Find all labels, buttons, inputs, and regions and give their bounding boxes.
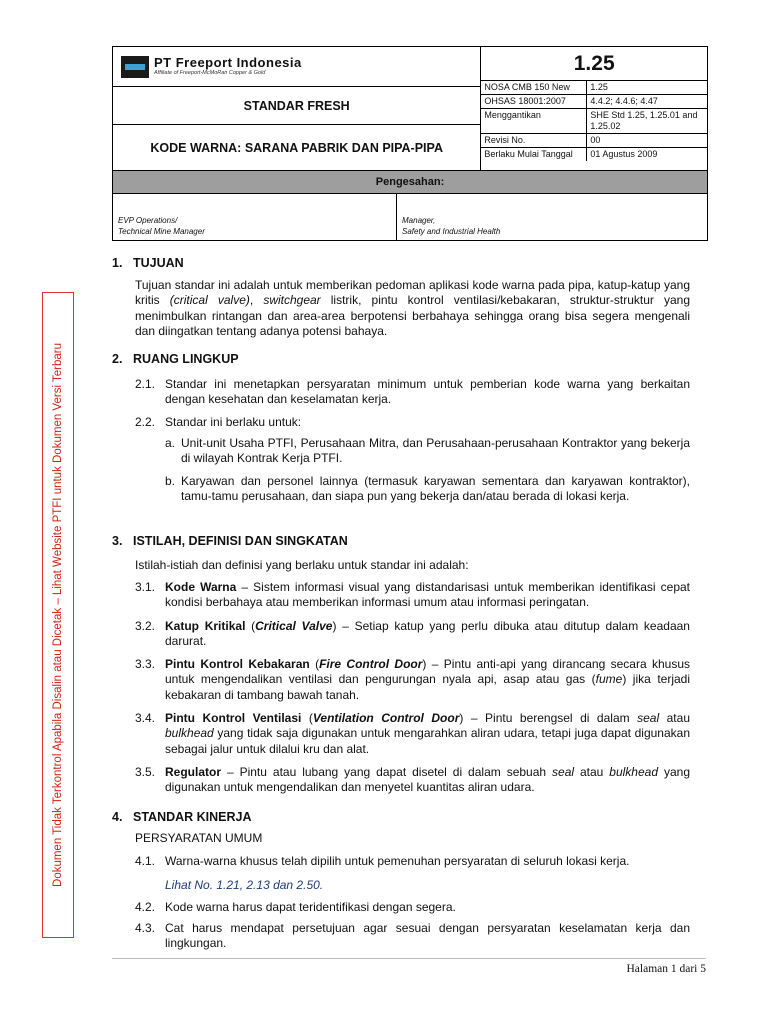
meta-table [481,81,707,161]
signature-row [113,194,707,240]
uncontrolled-document-note [42,292,74,938]
list-item: 4.3. Cat harus mendapat persetujuan agar sesuai dengan persyaratan keselamatan kerja dan lingkungan. [135,921,690,951]
document-header [112,46,708,241]
sub-list-item: b. Karyawan dan personel lainnya (termasuk karyawan sementara dan karyawan kontraktor), tamu-tamu perusahaan, dan siapa pun yang bekerja dan/atau berada di lokasi kerja. [165,474,690,504]
paragraph: Istilah-istiah dan definisi yang berlaku untuk standar ini adalah: [135,558,469,572]
section-heading: 4. STANDAR KINERJA [112,810,252,824]
list-item: 4.1. Warna-warna khusus telah dipilih untuk pemenuhan persyaratan di seluruh lokasi kerja. [135,854,630,868]
definition-item: 3.1. Kode Warna – Sistem informasi visual yang distandarisasi untuk memberikan identifikasi cepat kondisi berbahaya atau memberikan informasi umum atau informasi peringatan. [135,580,690,610]
signature-right: Manager, Safety and Industrial Health [402,216,501,236]
list-item: 2.1. Standar ini menetapkan persyaratan minimum untuk pemberian kode warna yang berkaitan dengan kesehatan dan keselamatan kerja. [135,377,690,407]
definition-item: 3.3. Pintu Kontrol Kebakaran (Fire Control Door) – Pintu anti-api yang dirancang secara khusus untuk mengendalikan ventilasi dan pengurungan nyala api, asap atau gas (fume) jika terjadi kebakaran di tambang bawah tanah. [135,657,690,702]
meta-row: Menggantikan SHE Std 1.25, 1.25.01 and 1.25.02 [481,109,707,134]
subsection-heading: PERSYARATAN UMUM [135,831,263,845]
meta-row: OHSAS 18001:2007 4.4.2; 4.4.6; 4.47 [481,95,707,109]
company-name: PT Freeport Indonesia [154,55,302,70]
section-heading: 2. RUANG LINGKUP [112,352,239,366]
freeport-logo-icon [121,56,149,78]
approval-bar: Pengesahan: [113,170,707,194]
company-logo [113,47,480,87]
company-affiliate: Affiliate of Freeport-McMoRan Copper & Gold [154,70,266,76]
reference-link[interactable]: Lihat No. 1.21, 2.13 dan 2.50. [165,878,324,892]
standard-number: 1.25 [481,47,707,81]
sub-list-item: a. Unit-unit Usaha PTFI, Perusahaan Mitra, dan Perusahaan-perusahaan Kontraktor yang bekerja di wilayah Kontrak Kerja PTFI. [165,436,690,466]
definition-item: 3.5. Regulator – Pintu atau lubang yang dapat disetel di dalam sebuah seal atau bulkhead yang digunakan untuk mengendalikan dan menyetel kuantitas aliran udara. [135,765,690,795]
section-heading: 1. TUJUAN [112,256,184,270]
definition-item: 3.2. Katup Kritikal (Critical Valve) – Setiap katup yang perlu dibuka atau ditutup dalam keadaan darurat. [135,619,690,649]
footer-divider [112,958,706,959]
section-heading: 3. ISTILAH, DEFINISI DAN SINGKATAN [112,534,348,548]
paragraph: Tujuan standar ini adalah untuk memberikan pedoman aplikasi kode warna pada pipa, katup-katup yang kritis (critical valve), switchgear listrik, pintu kontrol ventilasi/kebakaran, struktur-struktur yang menimbulkan rintangan dan area-area berpotensi berbahaya sehingga orang bisa segera mengenali dan diingatkan tentang adanya potensi bahaya. [135,278,691,339]
document-title: KODE WARNA: SARANA PABRIK DAN PIPA-PIPA [150,140,443,155]
definition-item: 3.4. Pintu Kontrol Ventilasi (Ventilation Control Door) – Pintu berengsel di dalam seal atau bulkhead yang tidak saja digunakan untuk mengarahkan aliran udara, tetapi juga dapat digunakan sebagai jalur untuk dilalui kru dan alat. [135,711,690,756]
page-number: Halaman 1 dari 5 [626,963,706,975]
side-note-text: Dokumen Tidak Terkontrol Apabila Disalin atau Dicetak – Lihat Website PTFI untuk Dokumen Versi Terbaru [52,343,64,887]
list-item: 2.2. Standar ini berlaku untuk: [135,415,302,429]
standard-type: STANDAR FRESH [113,87,480,125]
meta-row: Berlaku Mulai Tanggal 01 Agustus 2009 [481,148,707,161]
meta-row: NOSA CMB 150 New 1.25 [481,81,707,95]
signature-left: EVP Operations/ Technical Mine Manager [113,194,397,240]
meta-row: Revisi No. 00 [481,134,707,148]
list-item: 4.2. Kode warna harus dapat teridentifikasi dengan segera. [135,900,456,914]
